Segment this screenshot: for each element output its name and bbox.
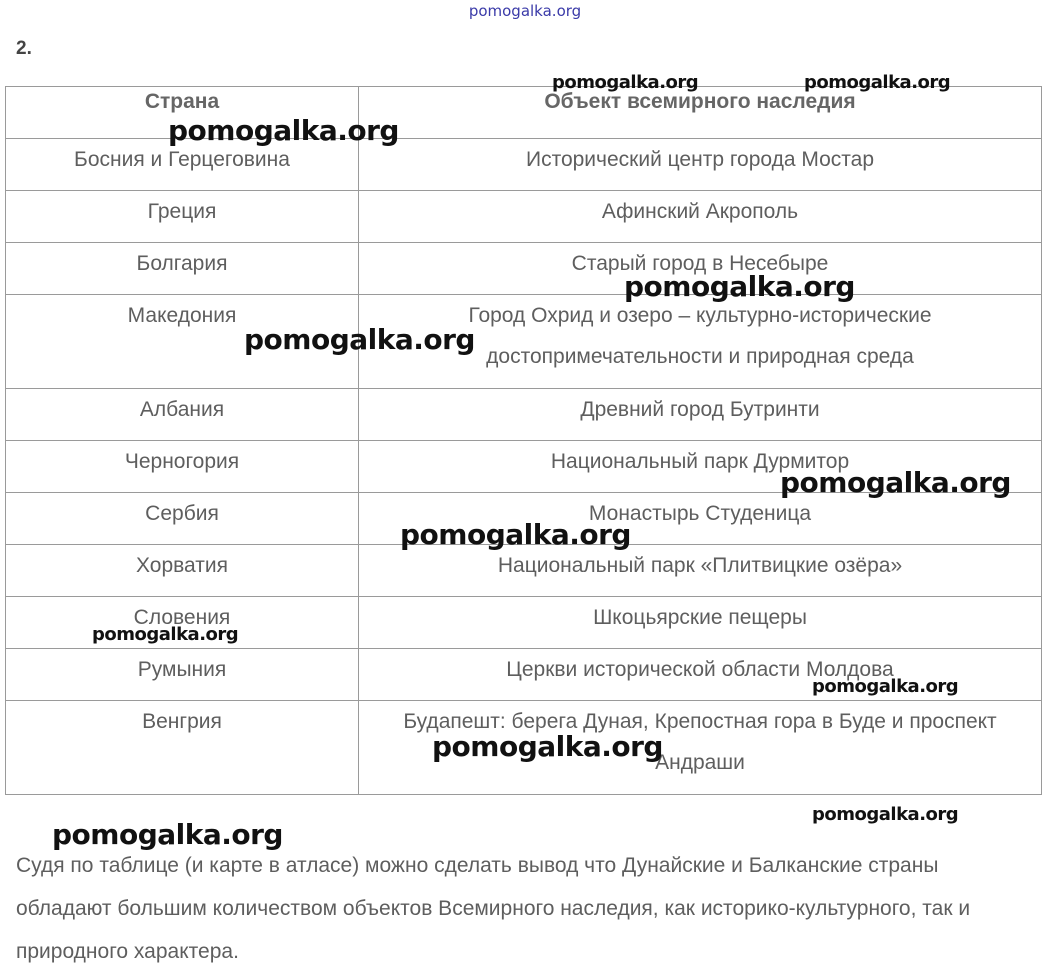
table-row (6, 139, 1042, 191)
site-cell: Монастырь Студеница (359, 493, 1042, 545)
table-row (6, 243, 1042, 295)
site-cell: Афинский Акрополь (359, 191, 1042, 243)
task-number: 2. (16, 38, 32, 59)
country-cell: Босния и Герцеговина (6, 139, 359, 191)
table-row (6, 545, 1042, 597)
watermark: pomogalka.org (812, 804, 959, 825)
site-cell: Будапешт: берега Дуная, Крепостная гора в Буде и проспект Андраши (359, 701, 1042, 795)
country-cell: Албания (6, 389, 359, 441)
site-cell: Старый город в Несебыре (359, 243, 1042, 295)
country-cell: Венгрия (6, 701, 359, 795)
site-cell: Город Охрид и озеро – культурно-исторические достопримечательности и природная среда (359, 295, 1042, 389)
country-cell: Греция (6, 191, 359, 243)
header-country: Страна (6, 87, 359, 139)
site-watermark-top: pomogalka.org (468, 2, 582, 20)
country-cell: Словения (6, 597, 359, 649)
table-header-row (6, 87, 1042, 139)
country-cell: Румыния (6, 649, 359, 701)
site-cell: Исторический центр города Мостар (359, 139, 1042, 191)
country-cell: Черногория (6, 441, 359, 493)
site-cell: Национальный парк «Плитвицкие озёра» (359, 545, 1042, 597)
conclusion-paragraph: Судя по таблице (и карте в атласе) можно сделать вывод что Дунайские и Балканские страны обладают большим количеством объектов Всемирного наследия, как историко-культурного, так и природного характера. (16, 854, 971, 963)
watermark: pomogalka.org (780, 466, 1011, 499)
watermark: pomogalka.org (432, 730, 663, 763)
table-row (6, 191, 1042, 243)
watermark: pomogalka.org (552, 72, 699, 93)
watermark: pomogalka.org (624, 270, 855, 303)
watermark: pomogalka.org (812, 676, 959, 697)
site-cell: Древний город Бутринти (359, 389, 1042, 441)
header-site: Объект всемирного наследия (359, 87, 1042, 139)
watermark: pomogalka.org (400, 518, 631, 551)
country-cell: Сербия (6, 493, 359, 545)
country-cell: Хорватия (6, 545, 359, 597)
watermark: pomogalka.org (244, 323, 475, 356)
country-cell: Болгария (6, 243, 359, 295)
table-row (6, 295, 1042, 389)
watermark: pomogalka.org (168, 114, 399, 147)
watermark: pomogalka.org (804, 72, 951, 93)
watermark: pomogalka.org (92, 624, 239, 645)
watermark: pomogalka.org (52, 818, 283, 851)
site-cell: Национальный парк Дурмитор (359, 441, 1042, 493)
site-cell: Шкоцьярские пещеры (359, 597, 1042, 649)
country-cell: Македония (6, 295, 359, 389)
site-cell: Церкви исторической области Молдова (359, 649, 1042, 701)
table-row (6, 389, 1042, 441)
